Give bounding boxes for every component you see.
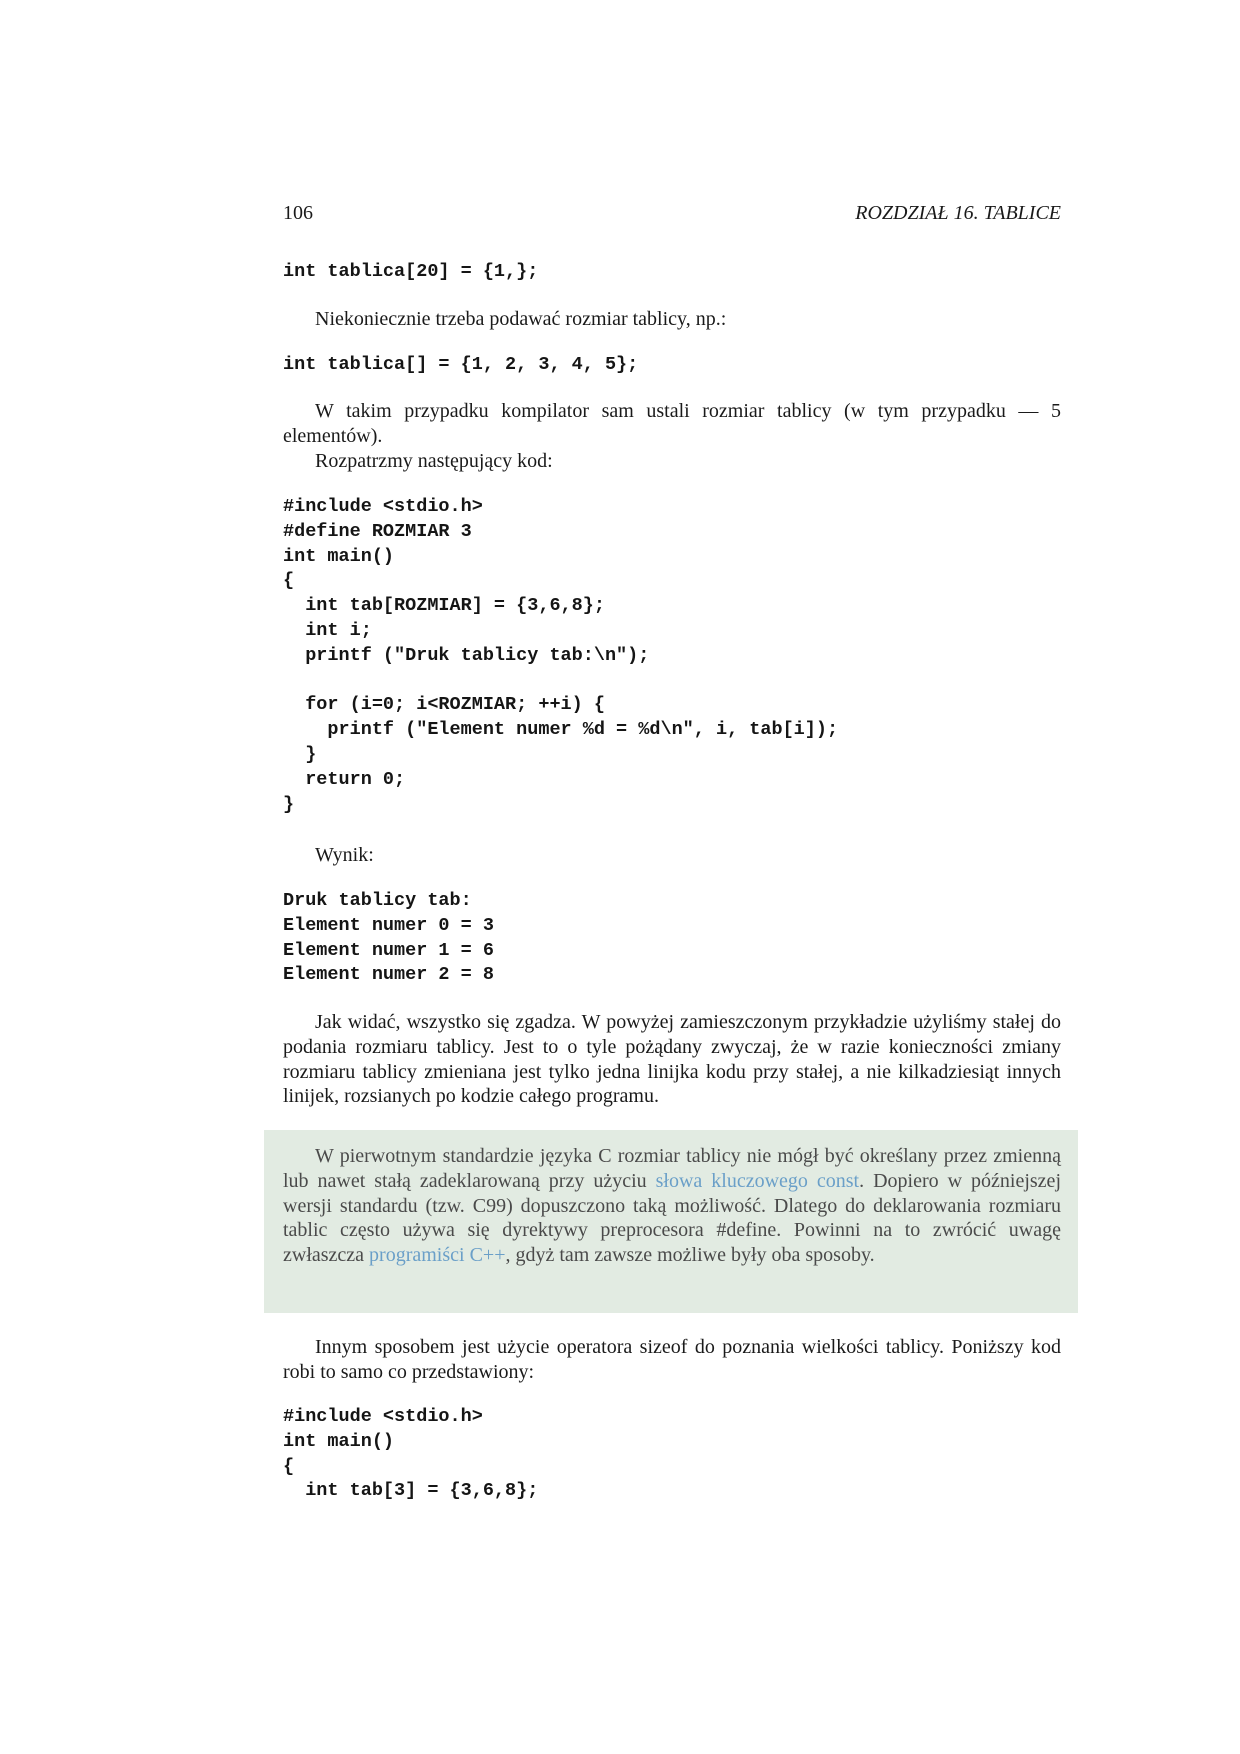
code-block-unsized-array: int tablica[] = {1, 2, 3, 4, 5}; xyxy=(283,354,639,375)
paragraph-result-label: Wynik: xyxy=(315,844,374,866)
paragraph-consider-code: Rozpatrzmy następujący kod: xyxy=(315,450,553,472)
note-text-part-3: , gdyż tam zawsze możliwe były oba sposoby. xyxy=(505,1244,875,1267)
paragraph-explanation: Jak widać, wszystko się zgadza. W powyżej zamieszczonym przykładzie użyliśmy stałej do podania rozmiaru tablicy. Jest to o tyle pożądany zwyczaj, że w razie konieczności zmiany rozmiaru tablicy zmieniana jest tylko jedna linijka kodu przy stałej, a nie kilkadziesiąt innych linijek, rozsianych po kodzie całego programu. xyxy=(283,1011,1061,1108)
code-block-output: Druk tablicy tab: Element numer 0 = 3 Element numer 1 = 6 Element numer 2 = 8 xyxy=(283,890,494,986)
note-box xyxy=(264,1130,1078,1313)
running-head: ROZDZIAŁ 16. TABLICE xyxy=(855,202,1061,224)
paragraph-array-size-optional: Niekoniecznie trzeba podawać rozmiar tablicy, np.: xyxy=(315,308,727,330)
link-keyword-const[interactable]: słowa kluczowego const xyxy=(655,1169,860,1192)
paragraph-sizeof: Innym sposobem jest użycie operatora sizeof do poznania wielkości tablicy. Poniższy kod robi to samo co przedstawiony: xyxy=(283,1336,1061,1383)
code-block-sizeof-example: #include <stdio.h> int main() { int tab[3] = {3,6,8}; xyxy=(283,1406,539,1502)
paragraph-compiler-size: W takim przypadku kompilator sam ustali rozmiar tablicy (w tym przypadku — 5 elementów). xyxy=(283,400,1061,447)
code-block-define-example: #include <stdio.h> #define ROZMIAR 3 int main() { int tab[ROZMIAR] = {3,6,8}; int i; printf ("Druk tablicy tab:\n"); for (i=0; i<ROZMIAR; ++i) { printf ("Element numer %d = %d\n", i, tab[i]); } return 0; } xyxy=(283,496,839,815)
note-text-part-1: W pierwotnym standardzie języka C rozmiar tablicy nie mógł być określany przez zmienną lub nawet stałą zadeklarowaną przy użyciu xyxy=(283,1145,1061,1192)
note-text-part-2: . Dopiero w późniejszej wersji standardu (tzw. C99) dopuszczono taką możliwość. Dlatego do deklarowania rozmiaru tablic często używa się dyrektywy preprocesora #define. Powinni na to zwrócić uwagę zwłaszcza xyxy=(283,1169,1061,1267)
note-text xyxy=(283,1144,1061,1268)
code-block-initializer: int tablica[20] = {1,}; xyxy=(283,261,539,282)
page-header xyxy=(283,202,1061,232)
page-number: 106 xyxy=(283,202,313,224)
link-cpp-programmers[interactable]: programiści C++ xyxy=(369,1244,506,1267)
